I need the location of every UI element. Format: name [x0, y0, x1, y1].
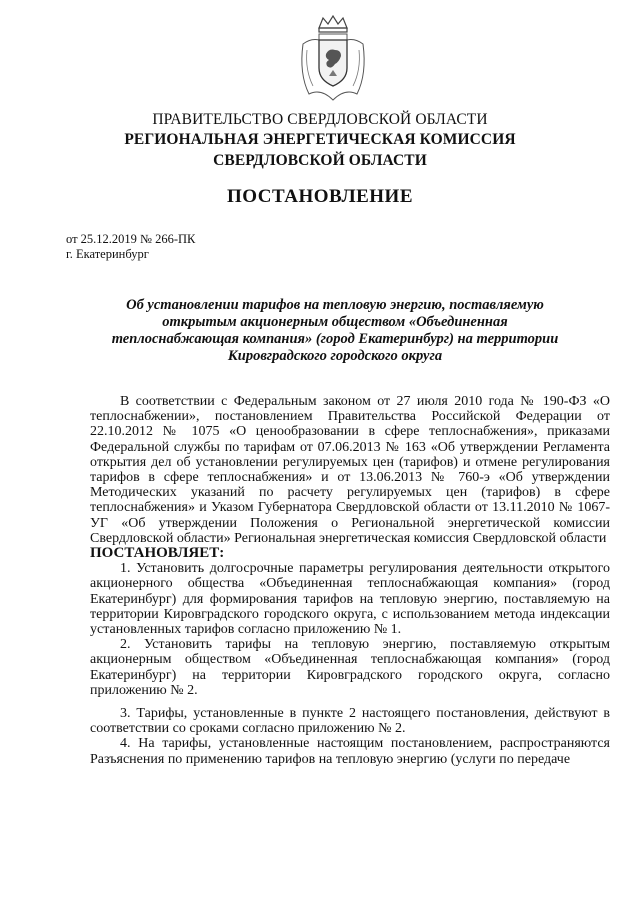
coat-of-arms-icon: [295, 14, 371, 104]
document-date-number: от 25.12.2019 № 266-ПК: [66, 232, 196, 246]
item-paragraph: 4. На тарифы, установленные настоящим постановлением, распространяются Разъяснения по применению тарифов на тепловую энергию (услуги по передаче: [90, 736, 610, 767]
government-header: ПРАВИТЕЛЬСТВО СВЕРДЛОВСКОЙ ОБЛАСТИ: [152, 111, 488, 128]
document-city: г. Екатеринбург: [66, 247, 149, 261]
item-paragraph: 3. Тарифы, установленные в пункте 2 настоящего постановления, действуют в соответствии со сроками согласно приложению № 2.: [90, 706, 610, 737]
document-subject: Об установлении тарифов на тепловую энергию, поставляемую открытым акционерным обществом «Объединенная теплоснабжающая компания» (город Екатеринбург) на территории Кировградского городского округа: [111, 297, 559, 364]
resolve-heading: ПОСТАНОВЛЯЕТ:: [90, 545, 225, 562]
region-header: СВЕРДЛОВСКОЙ ОБЛАСТИ: [213, 152, 427, 169]
preamble-paragraph: В соответствии с Федеральным законом от 27 июля 2010 года № 190-ФЗ «О теплоснабжении», постановлением Правительства Российской Федерации от 22.10.2012 № 1075 «О ценообразовании в сфере теплоснабжения», приказами Федеральной службы по тарифам от 07.06.2013 № 163 «Об утверждении Регламента открытия дел об установлении регулируемых цен (тарифов) и отмене регулирования тарифов в сфере теплоснабжения» и от 13.06.2013 № 760-э «Об утверждении Методических указаний по расчету регулируемых цен (тарифов) в сфере теплоснабжения» и Указом Губернатора Свердловской области от 13.11.2010 № 1067-УГ «Об утверждении Положения о Региональной энергетической комиссии Свердловской области» Региональная энергетическая комиссия Свердловской области: [90, 394, 610, 546]
item-paragraph: 1. Установить долгосрочные параметры регулирования деятельности открытого акционерного общества «Объединенная теплоснабжающая компания» (город Екатеринбург) для формирования тарифов на тепловую энергию, поставляемую на территории Кировградского городского округа, с использованием метода индексации установленных тарифов согласно приложению № 1.: [90, 561, 610, 638]
commission-header: РЕГИОНАЛЬНАЯ ЭНЕРГЕТИЧЕСКАЯ КОМИССИЯ: [124, 131, 516, 148]
document-title: ПОСТАНОВЛЕНИЕ: [226, 186, 414, 207]
item-paragraph: 2. Установить тарифы на тепловую энергию, поставляемую открытым акционерным обществом «Объединенная теплоснабжающая компания» (город Екатеринбург) на территории Кировградского городского округа, согласно приложению № 2.: [90, 637, 610, 698]
document-body: [90, 394, 610, 767]
